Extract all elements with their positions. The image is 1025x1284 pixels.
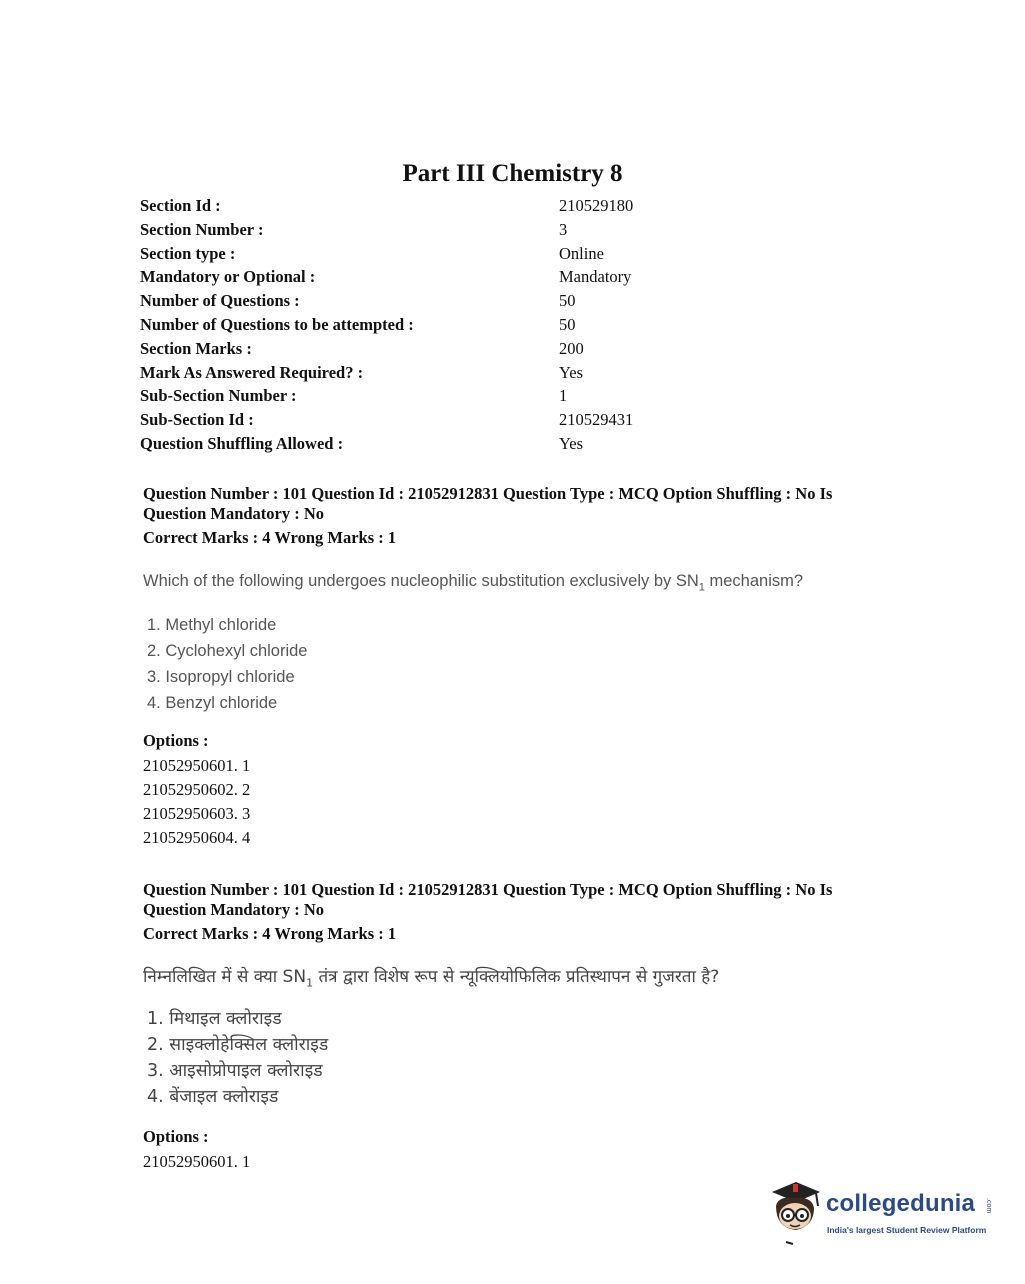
options-label: Options : — [143, 1127, 209, 1146]
answer-choice: 1. Methyl chloride — [147, 616, 277, 634]
info-label: Section Id : — [140, 196, 221, 215]
page-title: Part III Chemistry 8 — [402, 160, 623, 187]
question-text-part: Which of the following undergoes nucleophilic substitution exclusively by SN — [143, 572, 699, 590]
answer-choice: 1. मिथाइल क्लोराइड — [147, 1009, 282, 1029]
info-label: Section Number : — [140, 219, 264, 239]
info-label: Section type : — [140, 243, 236, 263]
question-marks: Correct Marks : 4 Wrong Marks : 1 — [143, 924, 397, 943]
info-row — [140, 194, 740, 218]
info-row — [140, 408, 740, 432]
info-label: Section Marks : — [140, 338, 252, 358]
question-header-line2: Question Mandatory : No — [143, 900, 325, 919]
info-value: Yes — [559, 433, 584, 453]
info-value: 50 — [559, 291, 576, 311]
info-label: Sub-Section Number : — [140, 386, 297, 406]
answer-choice: 3. आइसोप्रोपाइल क्लोराइड — [147, 1061, 323, 1081]
question-header-line2: Question Mandatory : No — [143, 504, 325, 523]
option-id: 21052950601. 1 — [143, 1152, 251, 1171]
option-id: 21052950602. 2 — [143, 780, 251, 799]
info-value: 3 — [559, 219, 568, 239]
answer-choices — [147, 1006, 328, 1110]
question-header — [143, 484, 903, 548]
info-row — [140, 432, 740, 456]
info-row — [140, 218, 740, 242]
info-value: 50 — [559, 314, 576, 334]
answer-choice: 3. Isopropyl chloride — [147, 668, 295, 686]
question-marks: Correct Marks : 4 Wrong Marks : 1 — [143, 528, 397, 547]
question-text-subscript: 1 — [306, 976, 314, 990]
options-label: Options : — [143, 731, 209, 750]
info-value: 210529431 — [559, 410, 634, 430]
logo-com: .com — [985, 1198, 992, 1214]
info-value: Mandatory — [559, 267, 632, 287]
info-value: 200 — [559, 338, 584, 358]
answer-choice: 2. साइक्लोहेक्सिल क्लोराइड — [147, 1035, 329, 1055]
question-header-line1: Question Number : 101 Question Id : 21052912831 Question Type : MCQ Option Shuffling : No Is — [143, 880, 833, 899]
option-id: 21052950604. 4 — [143, 828, 251, 847]
option-id: 21052950603. 3 — [143, 804, 251, 823]
info-row — [140, 242, 740, 266]
logo-wordmark: collegedunia — [826, 1190, 976, 1217]
answer-choice: 4. Benzyl chloride — [147, 694, 278, 712]
answer-choices — [147, 612, 308, 716]
options-block — [143, 1124, 250, 1174]
info-row — [140, 289, 740, 313]
info-row — [140, 384, 740, 408]
logo-tagline: India's largest Student Review Platform — [827, 1225, 987, 1235]
mascot-icon — [766, 1176, 824, 1246]
info-row — [140, 337, 740, 361]
info-value: 210529180 — [559, 196, 634, 215]
info-label: Mark As Answered Required? : — [140, 362, 364, 382]
collegedunia-logo — [766, 1176, 996, 1246]
options-block — [143, 728, 250, 850]
question-text — [143, 572, 803, 593]
info-value: 1 — [559, 386, 568, 406]
info-row — [140, 313, 740, 337]
info-value: Online — [559, 243, 604, 263]
option-id: 21052950601. 1 — [143, 756, 251, 775]
info-label: Sub-Section Id : — [140, 410, 254, 430]
section-info — [140, 194, 740, 456]
answer-choice: 4. बेंजाइल क्लोराइड — [147, 1087, 279, 1107]
info-label: Question Shuffling Allowed : — [140, 433, 344, 453]
info-label: Mandatory or Optional : — [140, 267, 316, 287]
question-header-line1: Question Number : 101 Question Id : 21052912831 Question Type : MCQ Option Shuffling : No Is — [143, 484, 833, 503]
info-value: Yes — [559, 362, 584, 382]
info-row — [140, 265, 740, 289]
question-text-part: निम्नलिखित में से क्या SN — [143, 967, 307, 987]
info-row — [140, 361, 740, 385]
question-text — [143, 964, 719, 989]
question-text-subscript: 1 — [698, 581, 705, 594]
answer-choice: 2. Cyclohexyl chloride — [147, 642, 308, 660]
info-label: Number of Questions : — [140, 291, 300, 311]
question-text-part: तंत्र द्वारा विशेष रूप से न्यूक्लियोफिलिक प्रतिस्थापन से गुजरता है? — [313, 967, 720, 987]
question-header — [143, 880, 903, 944]
question-text-part: mechanism? — [704, 572, 804, 590]
info-label: Number of Questions to be attempted : — [140, 314, 414, 334]
